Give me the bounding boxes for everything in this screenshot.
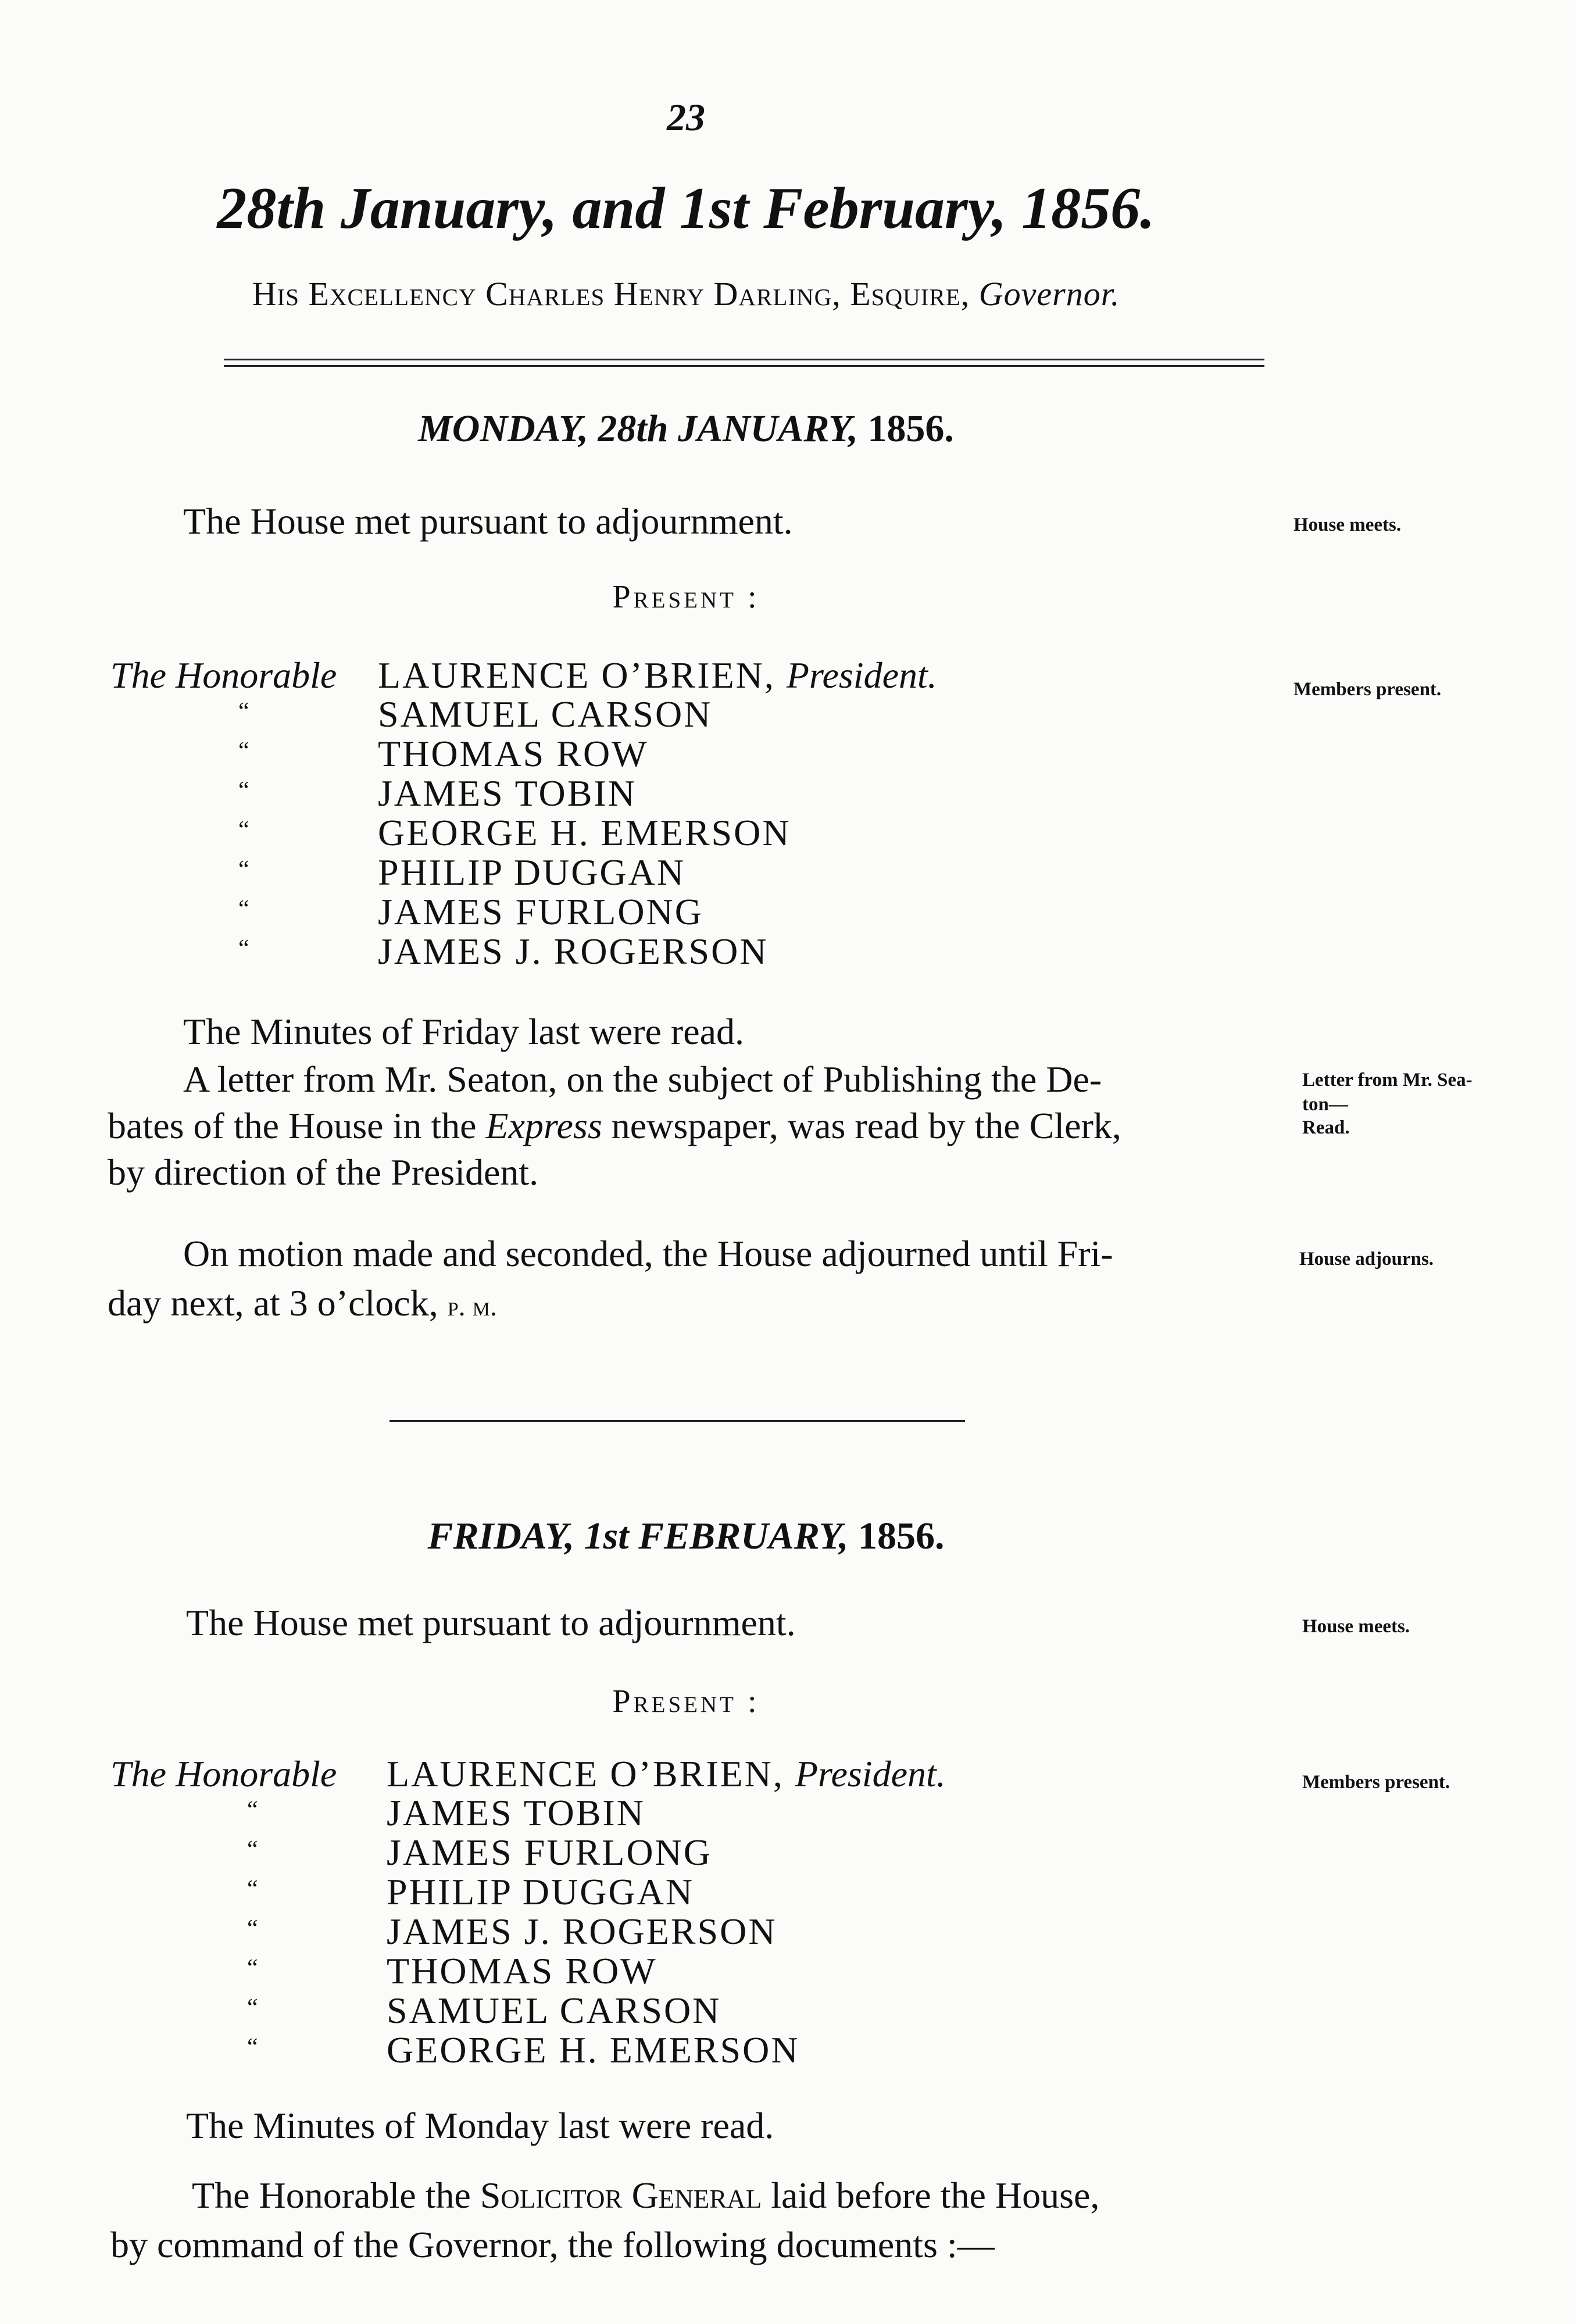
- ditto-mark: “: [247, 1876, 258, 1903]
- monday-adjourn-line-1: On motion made and seconded, the House adjourned until Fri-: [183, 1233, 1113, 1274]
- friday-solicitor-line-2: by command of the Governor, the following documents :—: [110, 2224, 995, 2265]
- monday-president-name: LAURENCE O’BRIEN,: [378, 655, 776, 696]
- ditto-mark: “: [238, 738, 249, 764]
- friday-member: THOMAS ROW: [387, 1950, 657, 1992]
- monday-adjourn-line-2: day next, at 3 o’clock, p. m.: [108, 1282, 497, 1324]
- ditto-mark: “: [238, 935, 249, 962]
- monday-member: SAMUEL CARSON: [378, 693, 713, 735]
- friday-member: SAMUEL CARSON: [387, 1990, 721, 2031]
- margin-note-letter-1: Letter from Mr. Sea-: [1302, 1070, 1473, 1091]
- friday-solicitor-line-1: The Honorable the Solicitor General laid before the House,: [192, 2175, 1100, 2216]
- governor-name: His Excellency Charles Henry Darling, Esquire,: [252, 275, 970, 313]
- monday-letter-line-3: by direction of the President.: [108, 1152, 539, 1193]
- monday-member: JAMES TOBIN: [378, 773, 637, 814]
- monday-letter-line-2: bates of the House in the Express newspaper, was read by the Clerk,: [108, 1105, 1121, 1146]
- friday-heading: [0, 1514, 1372, 1558]
- double-rule-divider: [224, 359, 1264, 367]
- margin-note-letter-2: ton—: [1302, 1094, 1348, 1115]
- friday-heading-day: FRIDAY,: [427, 1515, 575, 1557]
- ditto-mark: “: [238, 698, 249, 725]
- ditto-mark: “: [247, 1915, 258, 1942]
- friday-heading-year: 1856.: [857, 1515, 945, 1557]
- monday-minutes: The Minutes of Friday last were read.: [183, 1011, 745, 1052]
- solicitor-general: Solicitor General: [480, 2175, 762, 2216]
- ditto-mark: “: [238, 817, 249, 843]
- monday-heading-year: 1856.: [867, 407, 954, 450]
- ditto-mark: “: [247, 1797, 258, 1824]
- friday-member: GEORGE H. EMERSON: [387, 2029, 800, 2071]
- governor-line: [0, 274, 1372, 313]
- margin-note-house-meets-friday: House meets.: [1302, 1616, 1410, 1637]
- page-title: 28th January, and 1st February, 1856.: [217, 176, 1155, 241]
- friday-opening: The House met pursuant to adjournment.: [186, 1602, 796, 1643]
- margin-note-house-meets-monday: House meets.: [1293, 514, 1402, 535]
- ditto-mark: “: [247, 1836, 258, 1863]
- monday-member: GEORGE H. EMERSON: [378, 812, 791, 853]
- ditto-mark: “: [238, 856, 249, 883]
- monday-president-title: President.: [786, 655, 937, 696]
- monday-member: THOMAS ROW: [378, 733, 649, 774]
- friday-minutes: The Minutes of Monday last were read.: [186, 2105, 774, 2146]
- ditto-mark: “: [238, 777, 249, 804]
- monday-honorable-label: The Honorable: [110, 655, 337, 696]
- margin-note-members-present-friday: Members present.: [1302, 1772, 1450, 1793]
- friday-member: JAMES TOBIN: [387, 1792, 645, 1833]
- monday-present-label: Present :: [612, 579, 760, 615]
- ditto-mark: “: [247, 2034, 258, 2061]
- friday-president-title: President.: [795, 1753, 946, 1794]
- monday-president-line: [378, 654, 937, 697]
- monday-member: PHILIP DUGGAN: [378, 852, 686, 893]
- friday-member: JAMES J. ROGERSON: [387, 1911, 777, 1952]
- margin-note-house-adjourns: House adjourns.: [1299, 1249, 1434, 1270]
- ditto-mark: “: [247, 1994, 258, 2021]
- friday-honorable-label: The Honorable: [110, 1753, 337, 1794]
- ditto-mark: “: [238, 896, 249, 923]
- monday-letter-line-1: A letter from Mr. Seaton, on the subject of Publishing the De-: [183, 1059, 1102, 1100]
- express-newspaper-name: Express: [485, 1105, 602, 1146]
- margin-note-members-present-monday: Members present.: [1293, 679, 1442, 700]
- monday-heading-day: MONDAY,: [418, 407, 588, 450]
- monday-opening: The House met pursuant to adjournment.: [183, 500, 793, 542]
- page-number: 23: [667, 96, 705, 139]
- friday-heading-date: 1st FEBRUARY,: [584, 1515, 849, 1557]
- monday-heading-date: 28th JANUARY,: [598, 407, 858, 450]
- monday-heading: [0, 407, 1372, 451]
- governor-role: Governor.: [978, 275, 1120, 313]
- monday-member: JAMES FURLONG: [378, 891, 703, 932]
- section-divider: [389, 1420, 965, 1422]
- friday-member: PHILIP DUGGAN: [387, 1871, 695, 1912]
- monday-member: JAMES J. ROGERSON: [378, 931, 769, 972]
- friday-president-line: [387, 1753, 946, 1796]
- friday-present-label: Present :: [612, 1683, 760, 1719]
- margin-note-letter-3: Read.: [1302, 1117, 1350, 1138]
- friday-president-name: LAURENCE O’BRIEN,: [387, 1753, 784, 1794]
- friday-member: JAMES FURLONG: [387, 1832, 712, 1873]
- ditto-mark: “: [247, 1955, 258, 1982]
